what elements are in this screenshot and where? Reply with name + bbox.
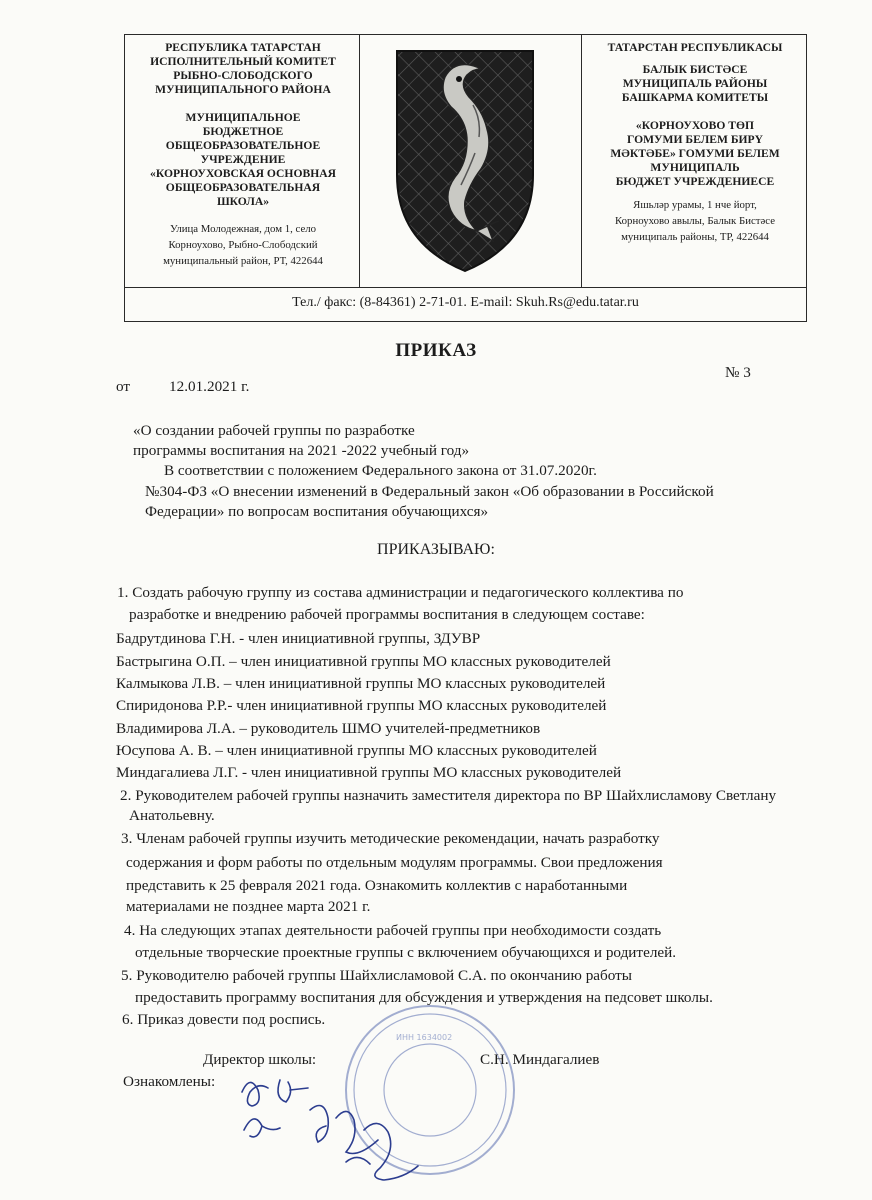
subject-line: программы воспитания на 2021 -2022 учебный год»: [133, 442, 470, 459]
letterhead-russian-block: [129, 41, 357, 269]
letterhead-tatar-block: [587, 41, 803, 245]
order-item-line: отдельные творческие проектные группы с включением обучающихся и родителей.: [135, 944, 677, 961]
director-name: С.Н. Миндагалиев: [480, 1051, 600, 1068]
order-item: 5. Руководителю рабочей группы Шайхлисламовой С.А. по окончанию работы: [121, 967, 632, 984]
order-item: 3. Членам рабочей группы изучить методические рекомендации, начать разработку: [121, 830, 660, 847]
address: [129, 221, 357, 269]
org-line: ОБЩЕОБРАЗОВАТЕЛЬНАЯ: [165, 181, 321, 194]
date-prefix: от: [116, 378, 131, 395]
order-item: 4. На следующих этапах деятельности рабочей группы при необходимости создать: [124, 922, 662, 939]
contacts-line: Тел./ факс: (8-84361) 2-71-01. E-mail: Skuh.Rs@edu.tatar.ru: [292, 295, 639, 310]
address-line: муниципальный район, РТ, 422644: [163, 255, 323, 267]
header-line: МУНИЦИПАЛЬ РАЙОНЫ: [622, 77, 768, 90]
address: [587, 197, 803, 245]
document-date: 12.01.2021 г.: [169, 378, 250, 395]
document-title: ПРИКАЗ: [395, 340, 477, 361]
org-line: МУНИЦИПАЛЬНОЕ: [185, 111, 301, 124]
header-line: ИСПОЛНИТЕЛЬНЫЙ КОМИТЕТ: [150, 55, 336, 68]
handwritten-signatures-icon: [228, 1070, 438, 1190]
header-line: РЕСПУБЛИКА ТАТАРСТАН: [165, 41, 321, 54]
org-line: ГОМУМИ БЕЛЕМ БИРҮ: [626, 133, 763, 146]
basis-line: В соответствии с положением Федерального закона от 31.07.2020г.: [164, 462, 597, 479]
group-member: Спиридонова Р.Р.- член инициативной группы МО классных руководителей: [116, 697, 607, 714]
org-line: ШКОЛА»: [216, 195, 270, 208]
header-line: МУНИЦИПАЛЬНОГО РАЙОНА: [155, 83, 331, 96]
group-member: Юсупова А. В. – член инициативной группы МО классных руководителей: [116, 742, 597, 759]
order-item-line: материалами не позднее марта 2021 г.: [126, 898, 371, 915]
address-line: Улица Молодежная, дом 1, село: [169, 223, 317, 235]
group-member: Бадрутдинова Г.Н. - член инициативной группы, ЗДУВР: [116, 630, 481, 647]
org-line: «КОРНОУХОВСКАЯ ОСНОВНАЯ: [150, 167, 336, 180]
address-line: Корноухово, Рыбно-Слободский: [168, 239, 318, 251]
fish-coat-of-arms-icon: [389, 45, 541, 275]
stamp-inn: ИНН 1634002: [396, 1033, 453, 1042]
address-line: Яшьләр урамы, 1 нче йорт,: [633, 199, 757, 211]
order-word: ПРИКАЗЫВАЮ:: [377, 541, 495, 558]
header-line: РЫБНО-СЛОБОДСКОГО: [173, 69, 313, 82]
director-label: Директор школы:: [203, 1051, 317, 1068]
group-member: Владимирова Л.А. – руководитель ШМО учителей-предметников: [116, 720, 541, 737]
org-line: БЮДЖЕТ УЧРЕЖДЕНИЕСЕ: [615, 175, 775, 188]
group-member: Бастрыгина О.П. – член инициативной группы МО классных руководителей: [116, 653, 611, 670]
org-line: МӘКТӘБЕ» ГОМУМИ БЕЛЕМ: [610, 147, 780, 160]
order-item-line: разработке и внедрению рабочей программы воспитания в следующем составе:: [129, 606, 645, 623]
group-member: Калмыкова Л.В. – член инициативной группы МО классных руководителей: [116, 675, 606, 692]
order-item: 6. Приказ довести под роспись.: [122, 1011, 326, 1028]
address-line: муниципаль районы, ТР, 422644: [621, 231, 769, 243]
header-line: БАЛЫК БИСТӘСЕ: [642, 63, 748, 76]
basis-line: Федерации» по вопросам воспитания обучающихся»: [145, 503, 489, 520]
letterhead-divider-right: [581, 35, 582, 287]
order-item-line: предоставить программу воспитания для обсуждения и утверждения на педсовет школы.: [135, 989, 713, 1006]
header-line: БАШКАРМА КОМИТЕТЫ: [621, 91, 769, 104]
group-member: Миндагалиева Л.Г. - член инициативной группы МО классных руководителей: [116, 764, 622, 781]
acquainted-label: Ознакомлены:: [123, 1073, 216, 1090]
org-line: УЧРЕЖДЕНИЕ: [200, 153, 286, 166]
address-line: Корноухово авылы, Балык Бистәсе: [615, 215, 775, 227]
order-item-line: представить к 25 февраля 2021 года. Ознакомить коллектив с наработанными: [126, 877, 628, 894]
letterhead-divider-left: [359, 35, 360, 287]
order-item-line: Анатольевну.: [129, 807, 215, 824]
document-number: № 3: [725, 364, 751, 381]
order-item: 2. Руководителем рабочей группы назначить заместителя директора по ВР Шайхлисламову Светлану: [120, 787, 777, 804]
subject-line: «О создании рабочей группы по разработке: [133, 422, 415, 439]
order-item: 1. Создать рабочую группу из состава администрации и педагогического коллектива по: [117, 584, 684, 601]
order-item-line: содержания и форм работы по отдельным модулям программы. Свои предложения: [126, 854, 663, 871]
org-line: МУНИЦИПАЛЬ: [650, 161, 740, 174]
basis-line: №304-ФЗ «О внесении изменений в Федеральный закон «Об образовании в Российской: [145, 483, 714, 500]
org-line: БЮДЖЕТНОЕ: [202, 125, 284, 138]
org-line: ОБЩЕОБРАЗОВАТЕЛЬНОЕ: [165, 139, 321, 152]
letterhead: [124, 34, 807, 322]
org-line: «КОРНОУХОВО ТӨП: [635, 119, 755, 132]
letterhead-divider-bottom: [125, 287, 806, 288]
header-line: ТАТАРСТАН РЕСПУБЛИКАСЫ: [607, 41, 783, 54]
